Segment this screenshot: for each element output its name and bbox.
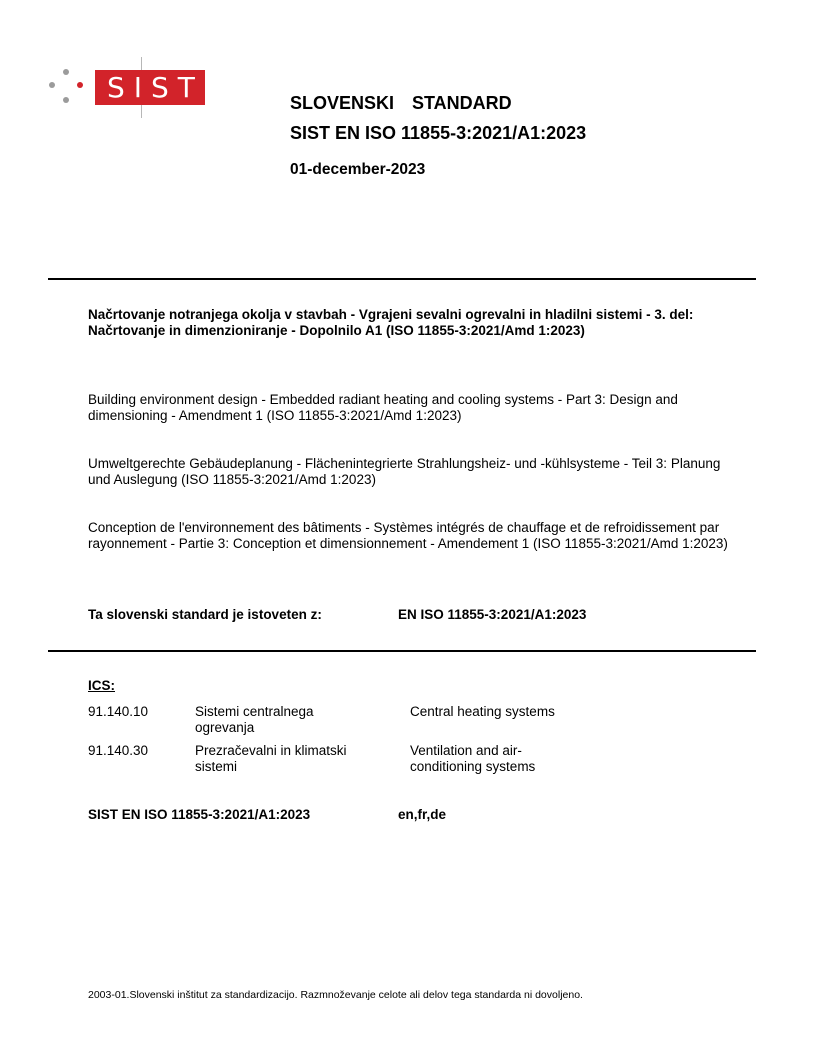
standard-code: SIST EN ISO 11855-3:2021/A1:2023 xyxy=(290,123,587,143)
identity-label: Ta slovenski standard je istoveten z: xyxy=(88,607,322,622)
title-english: Building environment design - Embedded radiant heating and cooling systems - Part 3: Design and dimensioning - Amendment 1 (ISO 11855-3:2021/Amd 1:2023) xyxy=(88,392,678,423)
logo-dot xyxy=(49,82,55,88)
sist-logo: SIST xyxy=(95,70,205,105)
ics-description-en: Ventilation and air-conditioning systems xyxy=(410,743,536,774)
copyright-footer: 2003-01.Slovenski inštitut za standardizacijo. Razmnoževanje celote ali delov tega standarda ni dovoljeno. xyxy=(88,989,583,1001)
ics-label: ICS: xyxy=(88,678,115,693)
title-slovenian: Načrtovanje notranjega okolja v stavbah - Vgrajeni sevalni ogrevalni in hladilni sistemi - 3. del: Načrtovanje in dimenzioniranje - Dopolnilo A1 (ISO 11855-3:2021/Amd 1:2023) xyxy=(88,307,694,338)
standard-date: 01-december-2023 xyxy=(290,161,426,178)
divider-top xyxy=(48,278,756,280)
languages: en,fr,de xyxy=(398,807,447,822)
ics-description-sl: Sistemi centralnega ogrevanja xyxy=(195,704,314,735)
logo-dot xyxy=(63,97,69,103)
logo-dot xyxy=(77,82,83,88)
title-german: Umweltgerechte Gebäudeplanung - Flächenintegrierte Strahlungsheiz- und -kühlsysteme - Teil 3: Planung und Auslegung (ISO 11855-3:2021/Amd 1:2023) xyxy=(88,456,721,487)
ics-description-sl: Prezračevalni in klimatski sistemi xyxy=(195,743,347,774)
standard-label: SLOVENSKI STANDARD xyxy=(290,93,512,113)
ics-code: 91.140.10 xyxy=(88,704,149,719)
ics-description-en: Central heating systems xyxy=(410,704,555,719)
logo-dot xyxy=(63,69,69,75)
logo-dots xyxy=(48,67,84,107)
title-french: Conception de l'environnement des bâtiments - Systèmes intégrés de chauffage et de refroidissement par rayonnement - Partie 3: Conception et dimensionnement - Amendement 1 (ISO 11855-3:2021/Amd 1:2023) xyxy=(88,520,728,551)
divider-bottom xyxy=(48,650,756,652)
bottom-standard-code: SIST EN ISO 11855-3:2021/A1:2023 xyxy=(88,807,311,822)
ics-code: 91.140.30 xyxy=(88,743,149,758)
identity-value: EN ISO 11855-3:2021/A1:2023 xyxy=(398,607,587,622)
